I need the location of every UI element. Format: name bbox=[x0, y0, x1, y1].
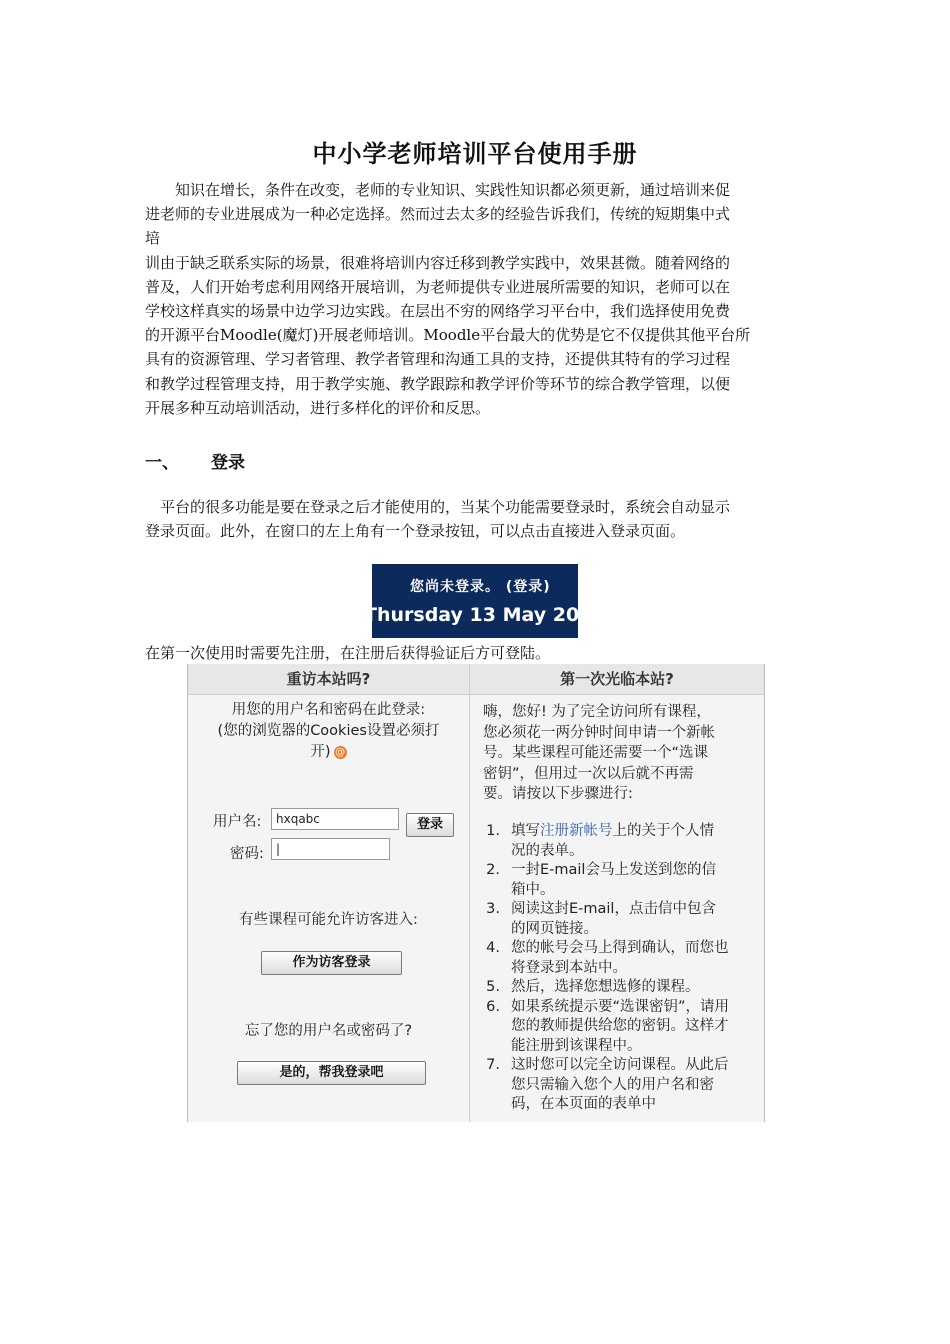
paragraph-line: 平台的很多功能是要在登录之后才能使用的，当某个功能需要登录时，系统会自动显示 bbox=[145, 498, 731, 516]
step-item bbox=[480, 822, 726, 861]
new-user-intro bbox=[483, 702, 758, 805]
login-instructions bbox=[188, 700, 469, 763]
intro-line: 嗨，您好! 为了完全访问所有课程， bbox=[483, 704, 711, 720]
step-item bbox=[480, 1056, 736, 1115]
intro-line: 密钥”，但用过一次以后就不再需 bbox=[483, 765, 694, 782]
forgot-text: 忘了您的用户名或密码了? bbox=[244, 1023, 413, 1039]
instruction-text: 开) bbox=[310, 744, 331, 760]
instruction-line: 用您的用户名和密码在此登录: bbox=[231, 702, 426, 718]
intro-line: 的开源平台Moodle(魔灯)开展老师培训。Moodle平台最大的优势是它不仅提供其他平台所 bbox=[145, 326, 751, 345]
intro-line: 具有的资源管理、学习者管理、教学者管理和沟通工具的支持，还提供其特有的学习过程 bbox=[145, 350, 731, 369]
login-paragraph bbox=[145, 495, 815, 543]
step-item bbox=[480, 939, 736, 978]
help-icon[interactable]: @ bbox=[335, 746, 346, 758]
step-item bbox=[480, 861, 726, 900]
username-label: 用户名: bbox=[213, 814, 262, 830]
returning-user-column bbox=[188, 664, 470, 1122]
password-label: 密码: bbox=[230, 846, 264, 862]
registration-steps bbox=[480, 822, 760, 1115]
intro-line: 进老师的专业进展成为一种必定选择。然而过去太多的经验告诉我们，传统的短期集中式 bbox=[145, 205, 731, 224]
step-text: 填写 bbox=[511, 823, 540, 839]
instruction-line bbox=[188, 742, 469, 763]
paragraph-line: 登录页面。此外，在窗口的左上角有一个登录按钮，可以点击直接进入登录页面。 bbox=[145, 522, 686, 540]
intro-line: 普及，人们开始考虑利用网络开展培训，为老师提供专业进展所需要的知识，老师可以在 bbox=[145, 277, 731, 296]
intro-line: 知识在增长，条件在改变，老师的专业知识、实践性知识都必须更新，通过培训来促 bbox=[145, 181, 731, 199]
step-text: 这时您可以完全访问课程。从此后您只需输入您个人的用户名和密码，在本页面的表单中 bbox=[511, 1057, 729, 1112]
step-number: 5. bbox=[486, 979, 500, 995]
step-number: 6. bbox=[486, 998, 500, 1015]
login-status-text[interactable]: 您尚未登录。 (登录) bbox=[410, 579, 551, 595]
step-text: 您的帐号会马上得到确认，而您也将登录到本站中。 bbox=[511, 940, 729, 976]
document-title: 中小学老师培训平台使用手册 bbox=[312, 140, 638, 168]
step-number: 1. bbox=[486, 823, 500, 839]
instruction-line: (您的浏览器的Cookies设置必须打 bbox=[217, 723, 440, 739]
step-number: 3. bbox=[486, 901, 500, 917]
new-user-column bbox=[470, 664, 764, 1122]
section-number: 一、 bbox=[145, 453, 179, 473]
step-item bbox=[480, 900, 726, 939]
intro-line: 开展多种互动培训活动，进行多样化的评价和反思。 bbox=[145, 398, 491, 417]
intro-line: 和教学过程管理支持，用于教学实施、教学跟踪和教学评价等环节的综合教学管理，以便 bbox=[145, 374, 731, 393]
new-user-header: 第一次光临本站? bbox=[470, 664, 764, 695]
login-panel bbox=[187, 664, 765, 1122]
step-number: 7. bbox=[486, 1057, 500, 1073]
returning-user-header: 重访本站吗? bbox=[188, 664, 469, 695]
step-number: 4. bbox=[486, 940, 500, 956]
section-heading-login bbox=[145, 448, 245, 473]
step-text: 一封E-mail会马上发送到您的信箱中。 bbox=[511, 862, 716, 898]
username-input[interactable]: hxqabc bbox=[271, 808, 399, 830]
intro-line: 培 bbox=[145, 229, 161, 248]
guest-login-button[interactable]: 作为访客登录 bbox=[261, 951, 402, 975]
step-item bbox=[480, 998, 736, 1057]
step-text: 阅读这封E-mail，点击信中包含的网页链接。 bbox=[511, 901, 716, 937]
step-text: 然后，选择您想选修的课程。 bbox=[511, 979, 700, 995]
step-number: 2. bbox=[486, 862, 500, 878]
date-text: Thursday 13 May 2010 bbox=[364, 604, 606, 626]
intro-line: 训由于缺乏联系实际的场景，很难将培训内容迁移到教学实践中，效果甚微。随着网络的 bbox=[145, 253, 731, 272]
login-status-banner bbox=[364, 564, 606, 638]
intro-line: 号。某些课程可能还需要一个“选课 bbox=[483, 745, 709, 761]
intro-line: 您必须花一两分钟时间申请一个新帐 bbox=[483, 724, 715, 741]
intro-line: 学校这样真实的场景中边学习边实践。在层出不穷的网络学习平台中，我们选择使用免费 bbox=[145, 302, 731, 321]
guest-text: 有些课程可能允许访客进入: bbox=[239, 912, 418, 928]
login-button[interactable]: 登录 bbox=[406, 813, 454, 837]
section-title: 登录 bbox=[211, 453, 245, 473]
password-input[interactable]: | bbox=[271, 838, 390, 860]
forgot-password-button[interactable]: 是的，帮我登录吧 bbox=[237, 1061, 426, 1085]
step-text: 如果系统提示要“选课密钥”，请用您的教师提供给您的密钥。这样才能注册到该课程中。 bbox=[511, 998, 730, 1054]
intro-paragraph bbox=[145, 178, 815, 420]
step-item bbox=[480, 978, 736, 998]
register-caption: 在第一次使用时需要先注册，在注册后获得验证后方可登陆。 bbox=[145, 644, 551, 662]
register-link[interactable]: 注册新帐号 bbox=[540, 823, 613, 839]
step-text: 上的关于个人情况的表单。 bbox=[511, 823, 714, 859]
intro-line: 要。请按以下步骤进行: bbox=[483, 786, 633, 802]
